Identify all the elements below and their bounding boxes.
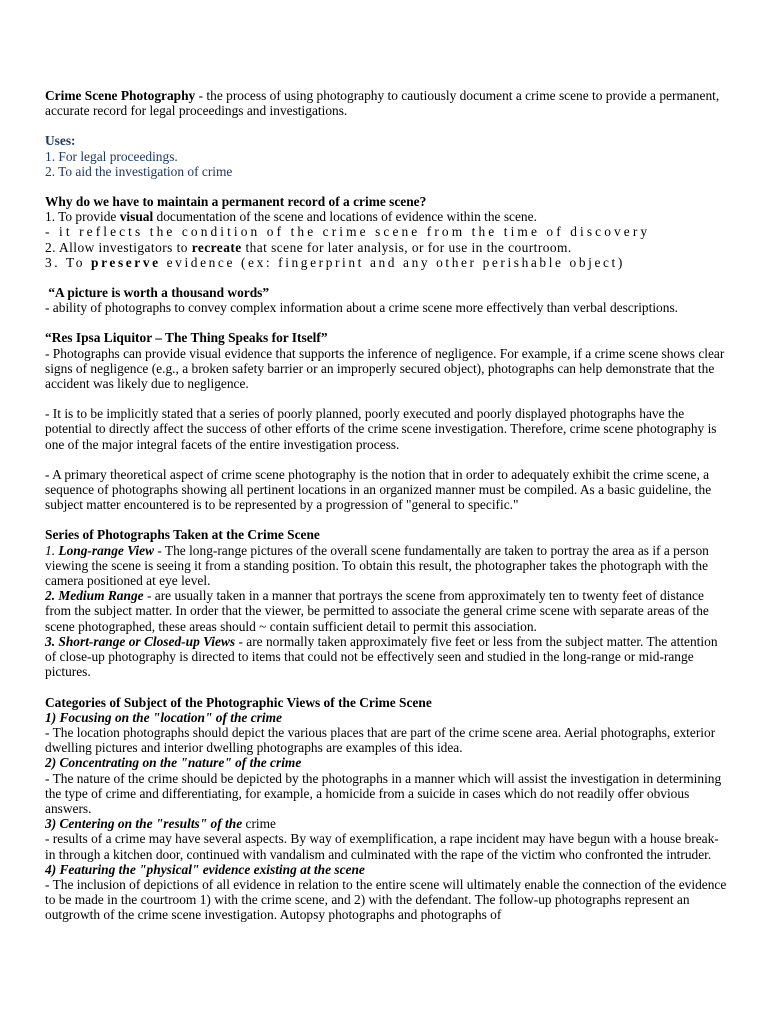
intro-paragraph <box>45 88 727 118</box>
document-body <box>45 88 727 923</box>
why-heading: Why do we have to maintain a permanent record of a crime scene? <box>45 194 427 210</box>
res-ipsa-paragraph-1: - Photographs can provide visual evidence that supports the inference of negligence. For example, if a crime scene shows clear signs of negligence (e.g., a broken safety barrier or an improperly secured object), photographs can help demonstrate that the accident was likely due to negligence. <box>45 345 725 392</box>
category-4-title: 4) Featuring the "physical" evidence existing at the scene <box>45 861 365 877</box>
why-line-2: - it reflects the condition of the crime scene from the time of discovery <box>45 224 651 240</box>
uses-item-1: 1. For legal proceedings. <box>45 148 178 164</box>
series-item-1: 1. Long-range View - The long-range pictures of the overall scene fundamentally are taken to portray the area as if a person viewing the scene is seeing it from a standing position. To obtain this result, the photographer takes the photograph with the camera positioned at eye level. <box>45 542 709 589</box>
categories-heading: Categories of Subject of the Photographic Views of the Crime Scene <box>45 694 432 710</box>
intro-definition: - the process of using photography to cautiously document a crime scene to provide a permanent, accurate record for legal proceedings and investigations. <box>45 88 720 119</box>
category-2-text: - The nature of the crime should be depicted by the photographs in a manner which will assist the investigation in determining the type of crime and differentiating, for example, a homicide from a suicide in cases which do not readily offer obvious answers. <box>45 770 722 816</box>
category-3-text: - results of a crime may have several aspects. By way of exemplification, a rape incident may have begun with a house break-in through a kitchen door, continued with vandalism and culminated with the rape of the victim who confronted the intruder. <box>45 831 719 862</box>
why-line-1: 1. To provide visual documentation of the scene and locations of evidence within the scene. <box>45 209 537 225</box>
category-4-text: - The inclusion of depictions of all evidence in relation to the entire scene will ultimately enable the connection of the evidence to be made in the courtroom 1) with the crime scene, and 2) with the defendant. The follow-up photographs represent an outgrowth of the crime scene investigation. Autopsy photographs and photographs of <box>45 876 727 923</box>
why-line-3: 2. Allow investigators to recreate that scene for later analysis, or for use in the courtroom. <box>45 239 572 255</box>
series-item-2: 2. Medium Range - are usually taken in a manner that portrays the scene from approximately ten to twenty feet of distance from the subject matter. In order that the viewer, be permitted to associate the general crime scene with separate areas of the scene photographed, these areas should ~ contain sufficient detail to permit this association. <box>45 588 709 634</box>
picture-text: - ability of photographs to convey complex information about a crime scene more effectively than verbal descriptions. <box>45 300 679 316</box>
series-item-3: 3. Short-range or Closed-up Views - are normally taken approximately five feet or less from the subject matter. The attention of close-up photography is directed to items that could not be effectively seen and studied in the long-range or mid-range pictures. <box>45 633 718 680</box>
series-heading: Series of Photographs Taken at the Crime Scene <box>45 527 320 543</box>
category-1-title: 1) Focusing on the "location" of the crime <box>45 709 282 725</box>
category-2-title: 2) Concentrating on the "nature" of the crime <box>45 755 302 771</box>
res-ipsa-paragraph-3: - A primary theoretical aspect of crime scene photography is the notion that in order to adequately exhibit the crime scene, a sequence of photographs showing all pertinent locations in an organized manner must be compiled. As a basic guideline, the subject matter encountered is to be represented by a progression of "general to specific." <box>45 466 712 513</box>
category-3-title: 3) Centering on the "results" of the crime <box>45 816 276 832</box>
picture-heading: “A picture is worth a thousand words” <box>48 285 270 301</box>
uses-heading: Uses: <box>45 133 76 149</box>
why-line-4: 3. To preserve evidence (ex: fingerprint and any other perishable object) <box>45 254 625 270</box>
uses-item-2: 2. To aid the investigation of crime <box>45 163 233 179</box>
res-ipsa-heading: “Res Ipsa Liquitor – The Thing Speaks for Itself” <box>45 330 328 346</box>
category-1-text: - The location photographs should depict the various places that are part of the crime scene area. Aerial photographs, exterior dwelling pictures and interior dwelling photographs are examples of this idea. <box>45 724 716 756</box>
intro-term: Crime Scene Photography <box>45 88 196 103</box>
res-ipsa-paragraph-2: - It is to be implicitly stated that a series of poorly planned, poorly executed and poorly displayed photographs have the potential to directly affect the success of other efforts of the crime scene investigation. Therefore, crime scene photography is one of the major integral facets of the entire investigation process. <box>45 406 717 452</box>
